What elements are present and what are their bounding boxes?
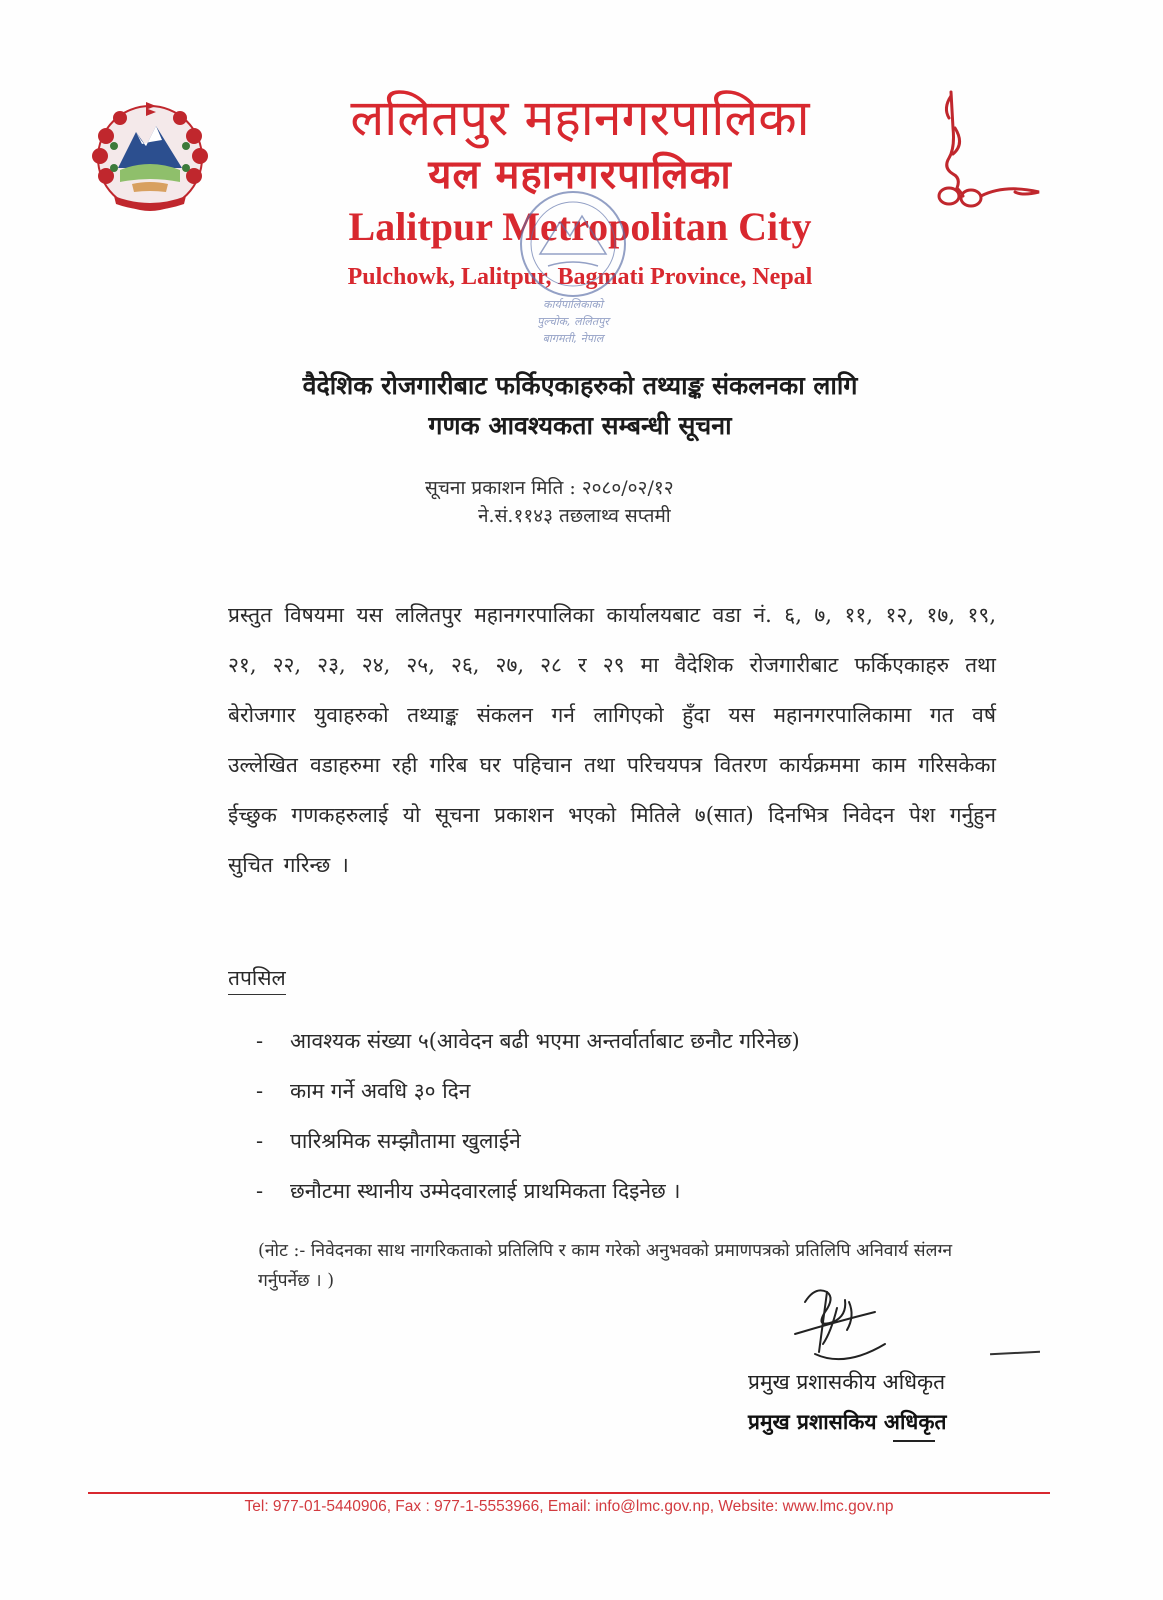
list-bullet: -	[256, 1029, 264, 1053]
seal-text-line1: कार्यपालिकाको	[543, 298, 603, 311]
list-bullet: -	[256, 1079, 264, 1103]
list-item-text: आवश्यक संख्या ५(आवेदन बढी भएमा अन्तर्वार्ताबाट छनौट गरिनेछ)	[290, 1029, 800, 1053]
city-name-newari: यल महानगरपालिका	[428, 151, 732, 198]
notice-title-line1: वैदेशिक रोजगारीबाट फर्किएकाहरुको तथ्याङ्क संकलनका लागि	[302, 371, 858, 400]
nepal-sambat-date: ने.सं.११४३ तछलाथ्व सप्तमी	[478, 505, 671, 527]
list-item	[256, 1016, 800, 1066]
city-address: Pulchowk, Lalitpur, Bagmati Province, Nepal	[347, 264, 813, 290]
list-item-text: पारिश्रमिक सम्झौतामा खुलाईने	[290, 1129, 521, 1153]
notice-title-line2: गणक आवश्यकता सम्बन्धी सूचना	[428, 411, 732, 440]
list-item	[256, 1166, 800, 1216]
city-name-nepali: ललितपुर महानगरपालिका	[350, 89, 810, 147]
seal-text-line3: बागमती, नेपाल	[542, 332, 604, 345]
signatory-title: प्रमुख प्रशासकीय अधिकृत	[748, 1370, 946, 1394]
nepal-emblem-icon	[80, 96, 220, 216]
list-item-text: छनौटमा स्थानीय उम्मेदवारलाई प्राथमिकता दिइनेछ ।	[290, 1179, 681, 1203]
tapasil-heading: तपसिल	[228, 964, 286, 995]
seal-text-line2: पुल्चोक, ललितपुर	[537, 315, 609, 328]
publish-date: सूचना प्रकाशन मिति : २०८०/०२/१२	[425, 477, 674, 499]
signatory-underline	[893, 1440, 935, 1442]
body-paragraph: प्रस्तुत विषयमा यस ललितपुर महानगरपालिका कार्यालयबाट वडा नं. ६, ७, ११, १२, १७, १९, २१, २२, २३, २४, २५, २६, २७, २८ र २९ मा वैदेशिक रोजगारीबाट फर्किएकाहरु तथा बेरोजगार युवाहरुको तथ्याङ्क संकलन गर्न लागिएको हुँदा यस महानगरपालिकामा गत वर्ष उल्लेखित वडाहरुमा रही गरिब घर पहिचान तथा परिचयपत्र वितरण कार्यक्रममा काम गरिसकेका ईच्छुक गणकहरुलाई यो सूचना प्रकाशन भएको मितिले ७(सात) दिनभित्र निवेदन पेश गर्नुहुन सुचित गरिन्छ ।	[228, 603, 996, 877]
tapasil-list	[256, 1016, 800, 1216]
city-logo-icon	[935, 88, 1055, 218]
list-item	[256, 1066, 800, 1116]
signatory-title-stamp: प्रमुख प्रशासकिय अधिकृत	[748, 1410, 947, 1434]
signature-icon	[775, 1282, 915, 1372]
list-item	[256, 1116, 800, 1166]
signature-dash	[990, 1351, 1040, 1355]
note-text: (नोट :- निवेदनका साथ नागरिकताको प्रतिलिपि र काम गरेको अनुभवको प्रमाणपत्रको प्रतिलिपि अनिवार्य संलग्न गर्नुपर्नेछ । )	[258, 1241, 953, 1291]
city-name-english: Lalitpur Metropolitan City	[348, 204, 812, 249]
list-item-text: काम गर्ने अवधि ३० दिन	[290, 1079, 471, 1103]
footer-contact: Tel: 977-01-5440906, Fax : 977-1-5553966, Email: info@lmc.gov.np, Website: www.lmc.gov.np	[244, 1498, 894, 1515]
list-bullet: -	[256, 1179, 264, 1203]
list-bullet: -	[256, 1129, 264, 1153]
footer-divider	[88, 1492, 1050, 1494]
office-seal-icon	[498, 182, 648, 352]
